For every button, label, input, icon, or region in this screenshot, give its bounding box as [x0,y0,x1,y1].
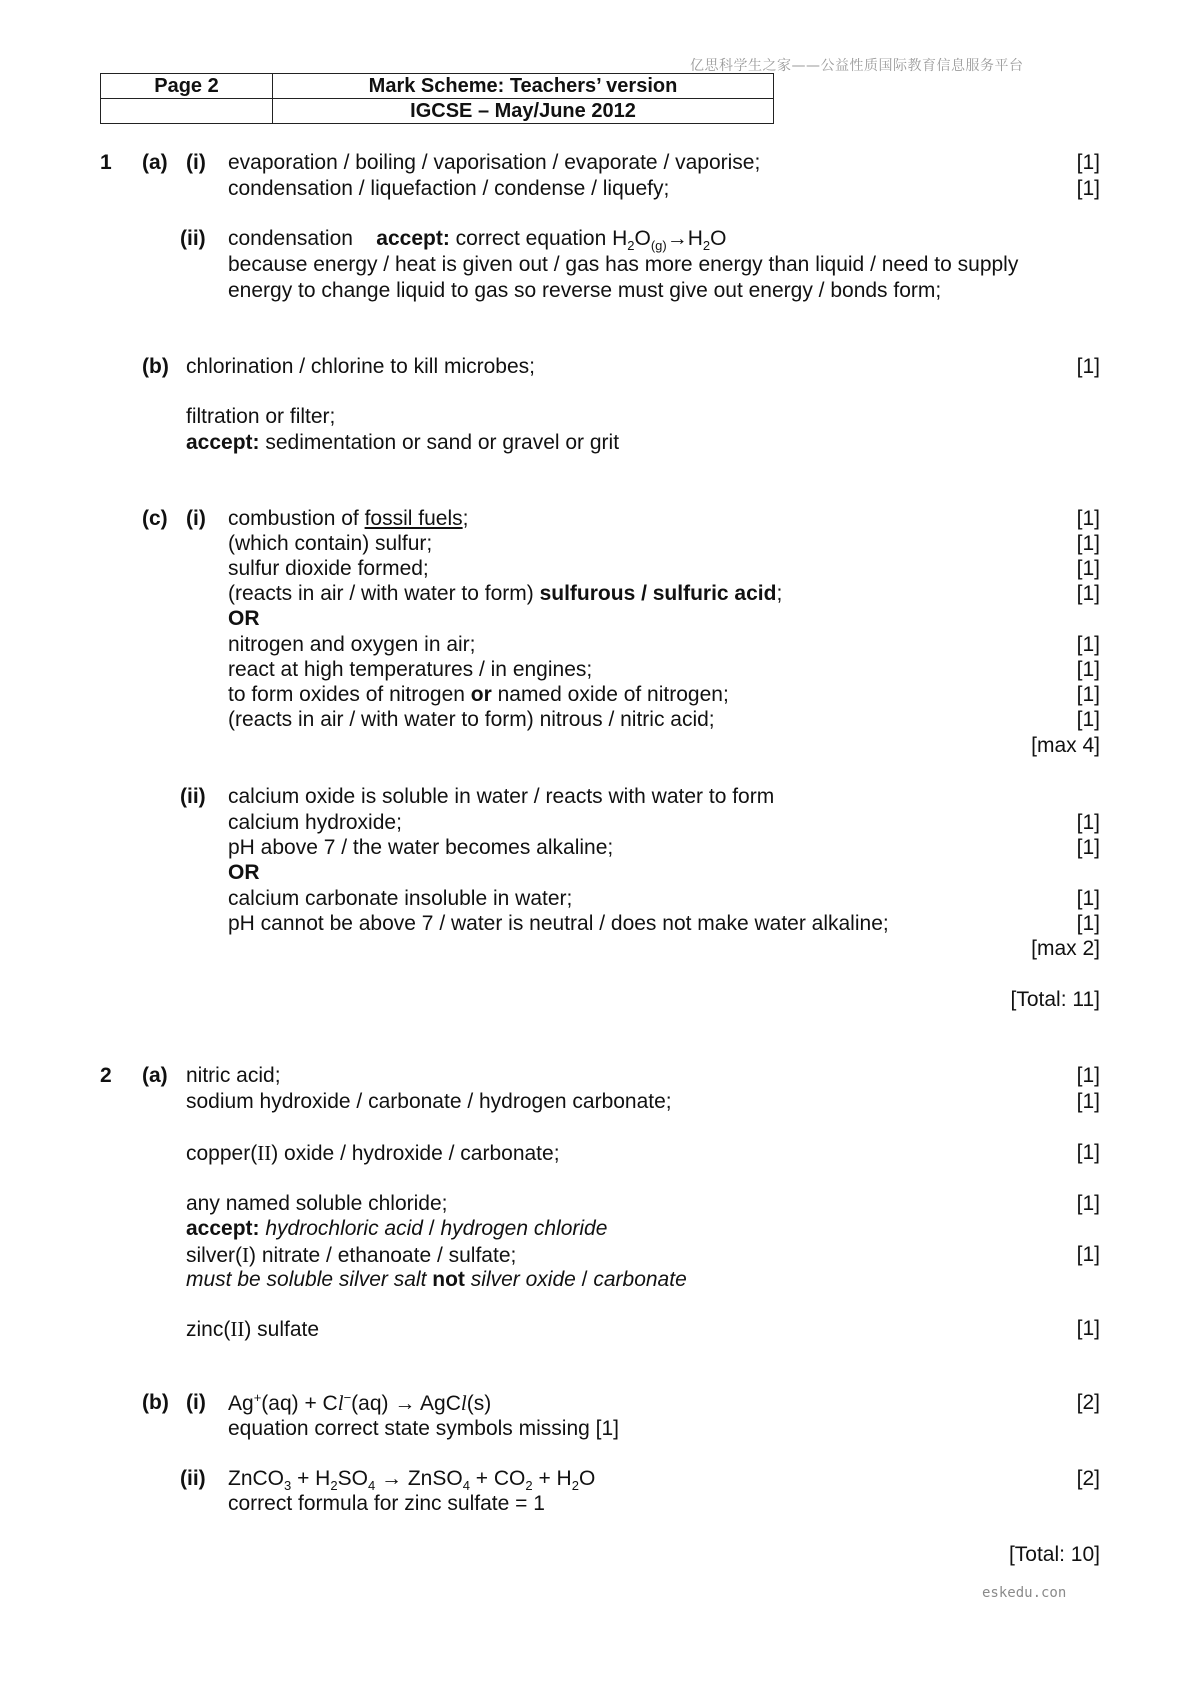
mark: [1] [1076,887,1100,910]
q1-c-i-line4: (reacts in air / with water to form) sulfurous / sulfuric acid; [228,582,783,605]
q2-a-line1: nitric acid; [186,1064,281,1087]
mark: [1] [1076,912,1100,935]
q2-b-i-line2: equation correct state symbols missing [1] [228,1417,620,1440]
q2-a-line5: accept: hydrochloric acid / hydrogen chloride [186,1217,608,1240]
q1-c-ii-label: (ii) [180,785,206,808]
mark-max: [max 4] [1031,734,1100,757]
mark: [1] [1076,1192,1100,1215]
q2-a-line7: must be soluble silver salt not silver oxide / carbonate [186,1268,687,1291]
q2-a-line3: copper(II) oxide / hydroxide / carbonate; [186,1141,560,1165]
q2-a-line4: any named soluble chloride; [186,1192,448,1215]
q2-a-line8: zinc(II) sulfate [186,1317,320,1341]
q2-b-i-equation: Ag+(aq) + Cl−(aq) → AgCl(s) [228,1390,492,1415]
mark: [1] [1076,177,1100,200]
mark: [2] [1076,1391,1100,1414]
header-empty-cell [101,99,273,124]
question-2-number: 2 [100,1064,112,1087]
mark: [2] [1076,1467,1100,1490]
q1-a-i-line1: evaporation / boiling / vaporisation / evaporate / vaporise; [228,151,761,174]
q1-a-ii-line1: condensation accept: correct equation $H_2O_{(g)}\to H_2O$ [228,227,727,254]
q1-c-i-line1: combustion of fossil fuels; [228,507,469,530]
q1-c-i-line6: react at high temperatures / in engines; [228,658,593,681]
q1-c-ii-line3: pH above 7 / the water becomes alkaline; [228,836,614,859]
q1-c-ii-or: OR [228,861,260,884]
q2-b-ii-line2: correct formula for zinc sulfate = 1 [228,1492,545,1515]
mark: [1] [1076,1243,1100,1266]
q1-c-ii-line1: calcium oxide is soluble in water / reacts with water to form [228,785,775,808]
q1-a-ii-line2: because energy / heat is given out / gas has more energy than liquid / need to supply [228,253,1019,276]
mark: [1] [1076,708,1100,731]
mark: [1] [1076,582,1100,605]
q1-a-ii-line3: energy to change liquid to gas so reverse must give out energy / bonds form; [228,279,942,302]
watermark-top: 亿思科学生之家——公益性质国际教育信息服务平台 [690,58,1024,74]
q1-a-ii-label: (ii) [180,227,206,250]
q1-c-i-line3: sulfur dioxide formed; [228,557,429,580]
mark: [1] [1076,836,1100,859]
mark: [1] [1076,811,1100,834]
mark: [1] [1076,633,1100,656]
q1-c-i-line2: (which contain) sulfur; [228,532,433,555]
q2-a-line6: silver(I) nitrate / ethanoate / sulfate; [186,1243,517,1267]
mark: [1] [1076,507,1100,530]
q1-b-label: (b) [142,355,169,378]
q2-a-line2: sodium hydroxide / carbonate / hydrogen carbonate; [186,1090,672,1113]
q1-c-ii-line2: calcium hydroxide; [228,811,402,834]
q1-c-i-line8: (reacts in air / with water to form) nitrous / nitric acid; [228,708,715,731]
watermark-bottom: eskedu.con [982,1585,1067,1601]
mark: [1] [1076,658,1100,681]
q1-c-i-line5: nitrogen and oxygen in air; [228,633,476,656]
total-q1: [Total: 11] [1010,988,1100,1011]
total-q2: [Total: 10] [1008,1543,1100,1566]
q1-c-ii-line5: pH cannot be above 7 / water is neutral / does not make water alkaline; [228,912,889,935]
mark: [1] [1076,1141,1100,1164]
q1-a-label: (a) [142,151,168,174]
q1-b-line2: filtration or filter; [186,405,336,428]
mark-max: [max 2] [1031,937,1100,960]
mark: [1] [1076,532,1100,555]
q1-a-i-line2: condensation / liquefaction / condense / liquefy; [228,177,670,200]
q2-b-label: (b) [142,1391,169,1414]
q2-b-i-label: (i) [186,1391,206,1414]
mark: [1] [1076,683,1100,706]
q1-c-label: (c) [142,507,168,530]
mark: [1] [1076,151,1100,174]
header-page: Page 2 [101,74,273,99]
question-1-number: 1 [100,151,112,174]
q1-c-i-label: (i) [186,507,206,530]
header-title: Mark Scheme: Teachers’ version [273,74,774,99]
q1-a-i-label: (i) [186,151,206,174]
q2-b-ii-label: (ii) [180,1467,206,1490]
q1-b-line3: accept: sedimentation or sand or gravel or grit [186,431,620,454]
mark: [1] [1076,1064,1100,1087]
mark: [1] [1076,1090,1100,1113]
q1-b-line1: chlorination / chlorine to kill microbes; [186,355,535,378]
mark: [1] [1076,557,1100,580]
mark: [1] [1076,1317,1100,1340]
mark: [1] [1076,355,1100,378]
q2-a-label: (a) [142,1064,168,1087]
q1-c-i-line7: to form oxides of nitrogen or named oxide of nitrogen; [228,683,729,706]
header-subtitle: IGCSE – May/June 2012 [273,99,774,124]
q1-c-ii-line4: calcium carbonate insoluble in water; [228,887,573,910]
q2-b-ii-equation: ZnCO$_3$ + $H_2SO_4$ → ZnSO$_4$ + $CO_2 + H_2O$ [228,1467,596,1494]
header-table [100,73,774,124]
q1-c-i-or: OR [228,607,260,630]
